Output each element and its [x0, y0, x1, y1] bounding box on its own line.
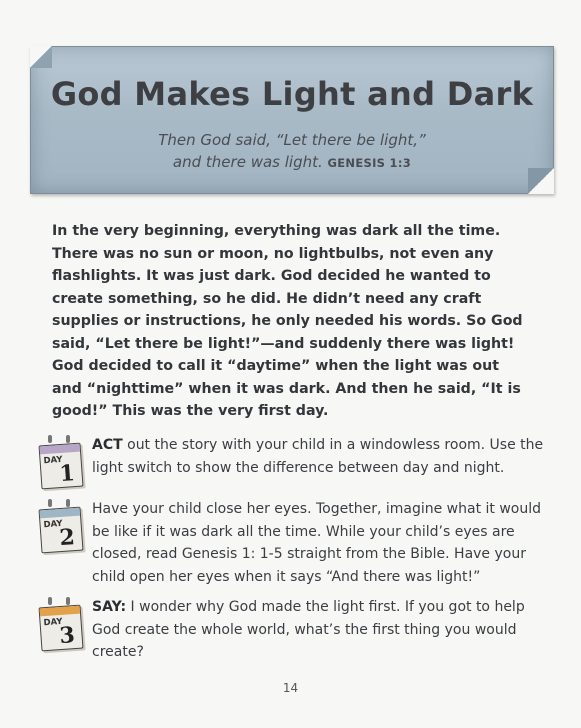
calendar-day-1-icon [38, 438, 82, 486]
activity-text [92, 596, 552, 664]
story-paragraph: In the very beginning, everything was dark all the time. There was no sun or moon, no lightbulbs, not even any flashlights. It was just dark. God decided he wanted to create something, so he did. He didn’t need any craft supplies or instructions, he only needed his words. So God said, “Let there be light!”—and suddenly there was light! God decided to call it “daytime” when the light was out and “nighttime” when it was dark. And then he said, “It is good!” This was the very first day. [52, 223, 523, 419]
activity-body: out the story with your child in a windowless room. Use the light switch to show the difference between day and night. [92, 437, 544, 476]
page-title: God Makes Light and Dark [50, 75, 534, 113]
calendar-day-label: DAY [43, 518, 63, 531]
calendar-tab [40, 444, 80, 455]
calendar-day-2-icon [38, 502, 82, 550]
activity-body: I wonder why God made the light first. If you got to help God create the whole world, what’s the first thing you would create? [92, 599, 525, 660]
activity-text [92, 434, 552, 479]
activity-day-3 [38, 600, 548, 670]
verse-line-1: Then God said, “Let there be light,” [158, 131, 426, 149]
verse-reference: GENESIS 1:3 [327, 156, 412, 170]
activity-body: Have your child close her eyes. Together, imagine what it would be like if it was dark all the time. While your child’s eyes are closed, read Genesis 1: 1-5 straight from the Bible. Have your child open her eyes when it says “And there was light!” [92, 501, 542, 585]
activity-text [92, 498, 552, 588]
title-banner [30, 46, 554, 194]
scripture-verse [31, 129, 553, 174]
page-curl-decoration [30, 46, 52, 68]
activity-lead: SAY: [92, 599, 127, 615]
page-number: 14 [282, 681, 299, 695]
calendar-day-label: DAY [43, 454, 63, 467]
verse-line-2 [31, 151, 553, 174]
verse-line-2-text: and there was light. [172, 153, 323, 171]
calendar-day-number: 3 [58, 622, 76, 650]
calendar-day-number: 2 [58, 524, 76, 552]
activity-day-2 [38, 502, 548, 592]
calendar-day-3-icon [38, 600, 82, 648]
calendar-day-number: 1 [58, 460, 76, 488]
calendar-tab [40, 606, 80, 617]
activity-lead: ACT [92, 437, 123, 453]
calendar-day-label: DAY [43, 616, 63, 629]
calendar-tab [40, 508, 80, 519]
